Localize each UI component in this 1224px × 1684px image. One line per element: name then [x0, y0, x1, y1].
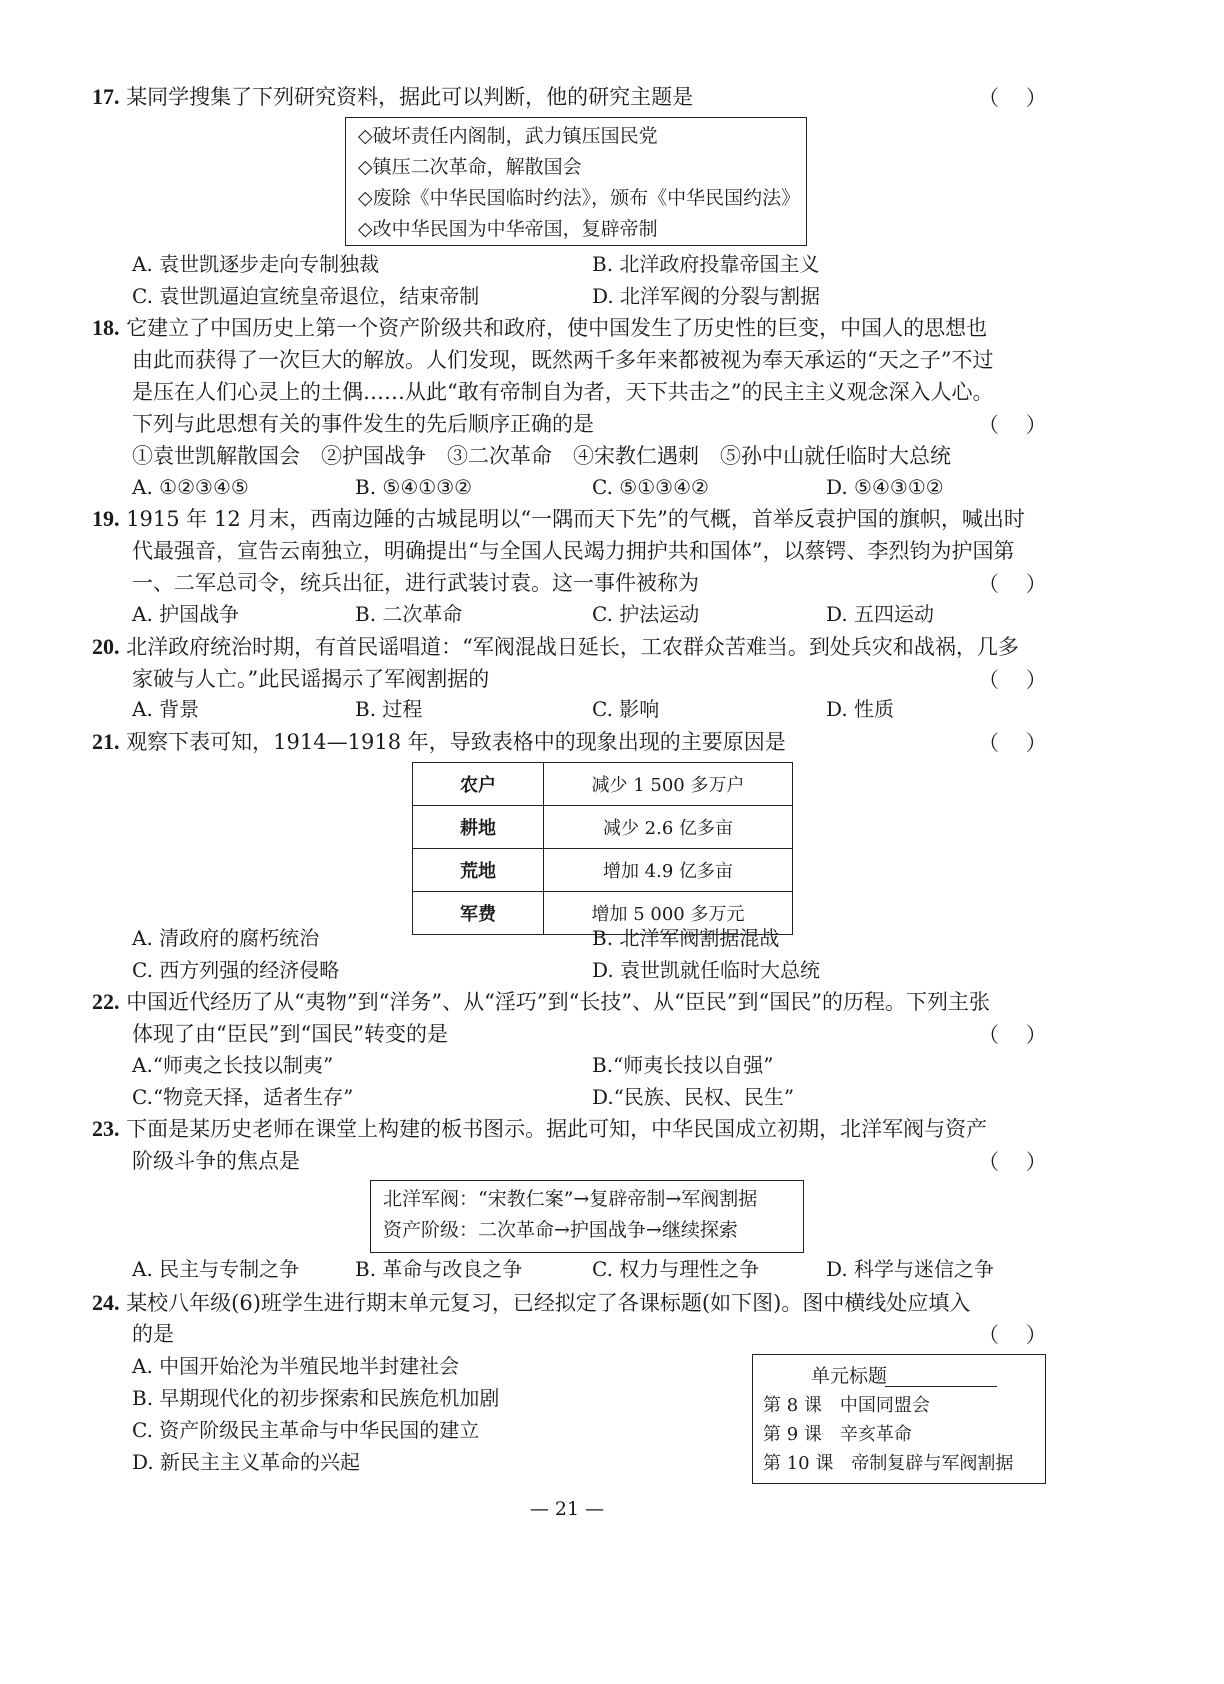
q17-option-c[interactable]: C. 袁世凯逼迫宣统皇帝退位，结束帝制: [132, 284, 480, 308]
q23-number: 23.: [92, 1116, 120, 1141]
q24-lesson-10: 第 10 课 帝制复辟与军阀割据: [763, 1453, 1014, 1474]
q21-data-table: [412, 762, 793, 935]
q20-option-c[interactable]: C. 影响: [592, 697, 660, 721]
q23-board-line-1: 北洋军阀：“宋教仁案”→复辟帝制→军阀割据: [383, 1188, 758, 1210]
table-row: [413, 806, 793, 849]
table-row: [413, 849, 793, 892]
q23-option-b[interactable]: B. 革命与改良之争: [355, 1257, 523, 1281]
table-key: 耕地: [413, 806, 544, 849]
table-key: 农户: [413, 763, 544, 806]
q24-option-a[interactable]: A. 中国开始沦为半殖民地半封建社会: [132, 1354, 460, 1378]
q22-option-c[interactable]: C.“物竞天择，适者生存”: [132, 1085, 354, 1109]
q19-number: 19.: [92, 506, 120, 531]
q20-text-1: 北洋政府统治时期，有首民谣唱道：“军阀混战日延长，工农群众苦难当。到处兵灾和战祸，几多: [126, 635, 1019, 659]
table-value: 增加 4.9 亿多亩: [544, 849, 793, 892]
q19-answer-paren[interactable]: （ ）: [978, 572, 1047, 596]
q22-option-a[interactable]: A.“师夷之长技以制夷”: [132, 1053, 334, 1077]
q21-option-c[interactable]: C. 西方列强的经济侵略: [132, 958, 340, 982]
table-row: [413, 763, 793, 806]
q19-line-2: 代最强音，宣告云南独立，明确提出“与全国人民竭力拥护共和国体”，以蔡锷、李烈钧为护国第: [132, 539, 1015, 563]
q22-text-1: 中国近代经历了从“夷物”到“洋务”、从“淫巧”到“长技”、从“臣民”到“国民”的历程。下列主张: [126, 990, 991, 1014]
q20-number: 20.: [92, 634, 120, 659]
q17-material-box: [345, 117, 807, 246]
q22-answer-paren[interactable]: （ ）: [978, 1023, 1047, 1047]
table-value: 减少 1 500 多万户: [544, 763, 793, 806]
q22-option-d[interactable]: D.“民族、民权、民生”: [592, 1085, 795, 1109]
q22-option-b[interactable]: B.“师夷长技以自强”: [592, 1053, 774, 1077]
q18-line-1: [92, 313, 987, 343]
q18-text-1: 它建立了中国历史上第一个资产阶级共和政府，使中国发生了历史性的巨变，中国人的思想也: [126, 316, 988, 340]
q20-line-2: 家破与人亡。”此民谣揭示了军阀割据的: [132, 667, 490, 691]
q22-line-1: [92, 987, 990, 1017]
q23-blackboard-box: [370, 1180, 804, 1253]
q20-option-b[interactable]: B. 过程: [355, 697, 423, 721]
q24-option-b[interactable]: B. 早期现代化的初步探索和民族危机加剧: [132, 1386, 500, 1410]
q17-number: 17.: [92, 84, 120, 109]
q24-answer-paren[interactable]: （ ）: [978, 1323, 1047, 1347]
q18-events: ①袁世凯解散国会 ②护国战争 ③二次革命 ④宋教仁遇刺 ⑤孙中山就任临时大总统: [132, 444, 951, 468]
q19-option-a[interactable]: A. 护国战争: [132, 602, 240, 626]
q17-option-d[interactable]: D. 北洋军阀的分裂与割据: [592, 284, 821, 308]
q18-option-b[interactable]: B. ⑤④①③②: [355, 475, 473, 499]
q24-option-c[interactable]: C. 资产阶级民主革命与中华民国的建立: [132, 1418, 480, 1442]
q24-line-2: 的是: [132, 1322, 174, 1346]
q21-option-b[interactable]: B. 北洋军阀割据混战: [592, 926, 780, 950]
q17-option-b[interactable]: B. 北洋政府投靠帝国主义: [592, 252, 820, 276]
table-key: 荒地: [413, 849, 544, 892]
q18-option-d[interactable]: D. ⑤④③①②: [826, 475, 944, 499]
q19-line-1: [92, 504, 1025, 534]
q18-answer-paren[interactable]: （ ）: [978, 413, 1047, 437]
q24-fill-blank-line[interactable]: [885, 1386, 997, 1387]
q20-line-1: [92, 632, 1019, 662]
q17-stem: [92, 82, 693, 112]
table-value: 减少 2.6 亿多亩: [544, 806, 793, 849]
q19-option-d[interactable]: D. 五四运动: [826, 602, 935, 626]
q17-stem-text: 某同学搜集了下列研究资料，据此可以判断，他的研究主题是: [126, 85, 694, 109]
q24-line-1: [92, 1288, 970, 1318]
q19-option-b[interactable]: B. 二次革命: [355, 602, 463, 626]
q21-stem-text: 观察下表可知，1914—1918 年，导致表格中的现象出现的主要原因是: [126, 730, 786, 754]
q20-option-d[interactable]: D. 性质: [826, 697, 895, 721]
q23-option-d[interactable]: D. 科学与迷信之争: [826, 1257, 995, 1281]
q18-option-c[interactable]: C. ⑤①③④②: [592, 475, 709, 499]
q17-material-1: ◇破坏责任内阁制，武力镇压国民党: [358, 125, 658, 147]
q23-option-a[interactable]: A. 民主与专制之争: [132, 1257, 300, 1281]
q19-option-c[interactable]: C. 护法运动: [592, 602, 700, 626]
q19-line-3: 一、二军总司令，统兵出征，进行武装讨袁。这一事件被称为: [132, 571, 699, 595]
q21-option-a[interactable]: A. 清政府的腐朽统治: [132, 926, 320, 950]
q18-option-a[interactable]: A. ①②③④⑤: [132, 475, 249, 499]
q24-unit-title: 单元标题: [811, 1365, 888, 1387]
q24-lesson-8: 第 8 课 中国同盟会: [763, 1395, 930, 1416]
page-number: — 21 —: [529, 1498, 605, 1520]
q17-material-4: ◇改中华民国为中华帝国，复辟帝制: [358, 218, 658, 240]
q24-option-d[interactable]: D. 新民主主义革命的兴起: [132, 1450, 361, 1474]
q22-number: 22.: [92, 989, 120, 1014]
q22-line-2: 体现了由“臣民”到“国民”转变的是: [132, 1022, 448, 1046]
q18-line-4: 下列与此思想有关的事件发生的先后顺序正确的是: [132, 412, 594, 436]
q17-material-2: ◇镇压二次革命，解散国会: [358, 156, 582, 178]
q17-answer-paren[interactable]: （ ）: [978, 86, 1047, 110]
q21-stem: [92, 727, 786, 757]
q18-number: 18.: [92, 315, 120, 340]
q23-option-c[interactable]: C. 权力与理性之争: [592, 1257, 760, 1281]
q19-text-1: 1915 年 12 月末，西南边陲的古城昆明以“一隅而天下先”的气概，首举反袁护国的旗帜，喊出时: [126, 507, 1025, 531]
q20-answer-paren[interactable]: （ ）: [978, 668, 1047, 692]
q24-lesson-9: 第 9 课 辛亥革命: [763, 1424, 912, 1445]
q21-answer-paren[interactable]: （ ）: [978, 731, 1047, 755]
q23-text-1: 下面是某历史老师在课堂上构建的板书图示。据此可知，中华民国成立初期，北洋军阀与资产: [126, 1117, 988, 1141]
q17-option-a[interactable]: A. 袁世凯逐步走向专制独裁: [132, 252, 380, 276]
q23-line-1: [92, 1114, 987, 1144]
q17-material-3: ◇废除《中华民国临时约法》，颁布《中华民国约法》: [358, 187, 801, 209]
q18-line-3: 是压在人们心灵上的土偶……从此“敢有帝制自为者，天下共击之”的民主主义观念深入人心。: [132, 380, 994, 404]
q20-option-a[interactable]: A. 背景: [132, 697, 200, 721]
q21-number: 21.: [92, 729, 120, 754]
q24-unit-box: [752, 1354, 1046, 1484]
q24-text-1: 某校八年级(6)班学生进行期末单元复习，已经拟定了各课标题(如下图)。图中横线处应填入: [126, 1291, 971, 1315]
q23-board-line-2: 资产阶级：二次革命→护国战争→继续探索: [383, 1219, 738, 1241]
table-value: 增加 5 000 多万元: [544, 892, 793, 935]
q21-option-d[interactable]: D. 袁世凯就任临时大总统: [592, 958, 821, 982]
q18-line-2: 由此而获得了一次巨大的解放。人们发现，既然两千多年来都被视为奉天承运的“天之子”不过: [132, 348, 994, 372]
q24-number: 24.: [92, 1290, 120, 1315]
table-key: 军费: [413, 892, 544, 935]
q23-line-2: 阶级斗争的焦点是: [132, 1149, 300, 1173]
q23-answer-paren[interactable]: （ ）: [978, 1150, 1047, 1174]
